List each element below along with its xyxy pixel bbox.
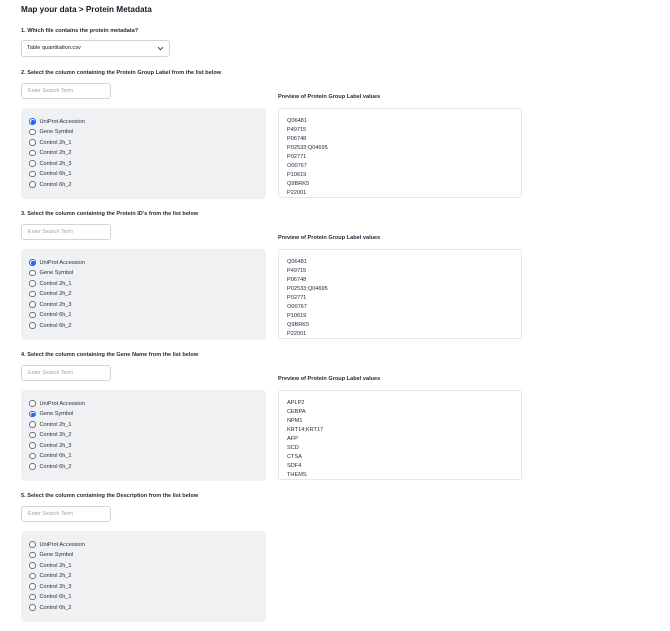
preview-value: O00767: [287, 304, 307, 310]
column-option-label: Control 6h_2: [39, 322, 72, 329]
column-option[interactable]: [29, 582, 72, 591]
radio-button[interactable]: [29, 463, 36, 470]
column-option-label: Gene Symbol: [39, 552, 74, 558]
column-option-label: Control 6h_2: [39, 181, 72, 188]
preview-value: THEMS: [287, 472, 307, 478]
radio-button[interactable]: [29, 583, 36, 590]
radio-button[interactable]: [29, 411, 36, 418]
file-select[interactable]: [21, 40, 170, 57]
preview-value: KRT14;KRT17: [287, 427, 324, 433]
column-option-label: Gene Symbol: [39, 270, 74, 276]
page-title: Map your data > Protein Metadata: [21, 5, 152, 14]
column-option[interactable]: [29, 551, 73, 560]
preview-value: Q06481: [287, 259, 307, 265]
column-option[interactable]: [29, 420, 72, 429]
radio-button[interactable]: [29, 150, 36, 157]
column-option-label: Control 6h_1: [39, 453, 72, 459]
column-option-label: Control 2h_2: [39, 573, 72, 579]
radio-button[interactable]: [29, 270, 36, 277]
column-option-label: Control 6h_1: [39, 312, 72, 318]
radio-button[interactable]: [29, 453, 36, 460]
column-option[interactable]: [29, 279, 72, 288]
radio-button[interactable]: [29, 280, 36, 287]
column-option[interactable]: [29, 180, 72, 189]
section-4-preview-title: Preview of Protein Group Label values: [278, 376, 381, 382]
column-option-label: Control 6h_2: [39, 604, 72, 611]
column-option-label: Control 2h_2: [39, 432, 72, 438]
column-option-label: UniProt Accession: [39, 400, 85, 407]
column-option[interactable]: [29, 258, 85, 267]
column-option-label: Gene Symbol: [39, 129, 74, 135]
section-3-label: 3. Select the column containing the Protein ID's from the list below: [21, 211, 199, 217]
radio-button[interactable]: [29, 604, 36, 611]
section-3-column-list: [21, 249, 266, 340]
preview-value: P06748: [287, 277, 307, 283]
preview-value: APLP2: [287, 400, 305, 406]
column-option[interactable]: [29, 300, 72, 309]
column-option[interactable]: [29, 149, 72, 158]
preview-value: P10619: [287, 313, 307, 319]
column-option-label: UniProt Accession: [39, 541, 85, 548]
section-3-preview-title: Preview of Protein Group Label values: [278, 235, 381, 241]
column-option[interactable]: [29, 269, 73, 278]
radio-button[interactable]: [29, 322, 36, 329]
column-option[interactable]: [29, 540, 85, 549]
section-4-search-input[interactable]: Enter Search Term: [21, 365, 111, 381]
column-option[interactable]: [29, 117, 85, 126]
preview-value: P02771: [287, 295, 307, 301]
column-option-label: Control 2h_1: [39, 280, 72, 287]
preview-value: P49715: [287, 127, 307, 133]
column-option-label: Control 2h_2: [39, 291, 72, 297]
section-4-label: 4. Select the column containing the Gene Name from the list below: [21, 352, 199, 358]
column-option[interactable]: [29, 159, 72, 168]
preview-value: P22001: [287, 190, 307, 196]
preview-value: Q06481: [287, 118, 307, 124]
preview-value: P02771: [287, 154, 307, 160]
radio-button[interactable]: [29, 552, 36, 559]
radio-button[interactable]: [29, 129, 36, 136]
preview-value: P10619: [287, 172, 307, 178]
preview-value: CTSA: [287, 454, 302, 460]
column-option-label: Control 6h_2: [39, 463, 72, 470]
column-option[interactable]: [29, 431, 72, 440]
column-option-label: Control 6h_1: [39, 171, 72, 177]
preview-value: P06748: [287, 136, 307, 142]
preview-value: P49715: [287, 268, 307, 274]
column-option[interactable]: [29, 128, 73, 137]
section-2-label: 2. Select the column containing the Protein Group Label from the list below: [21, 70, 222, 76]
preview-value: CEBPA: [287, 409, 306, 415]
column-option-label: Control 2h_3: [39, 301, 72, 308]
radio-button[interactable]: [29, 181, 36, 188]
preview-value: P02533;Q04695: [287, 286, 328, 292]
preview-value: O00767: [287, 163, 307, 169]
radio-button[interactable]: [29, 139, 36, 146]
radio-button[interactable]: [29, 312, 36, 319]
section-4-column-list: [21, 390, 266, 481]
column-option[interactable]: [29, 410, 73, 419]
column-option[interactable]: [29, 290, 72, 299]
section-3-preview-box[interactable]: [278, 249, 522, 339]
preview-value: AFP: [287, 436, 298, 442]
radio-button[interactable]: [29, 291, 36, 298]
column-option[interactable]: [29, 399, 85, 408]
preview-value: SDF4: [287, 463, 302, 469]
chevron-down-icon: [156, 44, 165, 53]
section-2-preview-box[interactable]: [278, 108, 522, 198]
preview-value: Q9BRK5: [287, 181, 310, 187]
radio-button[interactable]: [29, 421, 36, 428]
radio-button[interactable]: [29, 118, 36, 125]
column-option[interactable]: [29, 441, 72, 450]
column-option-label: UniProt Accession: [39, 259, 85, 266]
section-2-search-input[interactable]: Enter Search Term: [21, 83, 111, 99]
file-question-label: 1. Which file contains the protein metadata?: [21, 28, 139, 34]
column-option[interactable]: [29, 321, 72, 330]
column-option[interactable]: [29, 452, 72, 461]
radio-button[interactable]: [29, 259, 36, 266]
radio-button[interactable]: [29, 301, 36, 308]
column-option-label: Control 6h_1: [39, 594, 72, 600]
section-5-column-list: [21, 531, 266, 622]
column-option-label: Control 2h_3: [39, 442, 72, 449]
column-option-label: Gene Symbol: [39, 411, 74, 417]
column-option-label: UniProt Accession: [39, 118, 85, 125]
preview-value: SCD: [287, 445, 299, 451]
section-2-column-list: [21, 108, 266, 199]
column-option-label: Control 2h_1: [39, 139, 72, 146]
preview-value: P02533;Q04695: [287, 145, 328, 151]
radio-button[interactable]: [29, 541, 36, 548]
radio-button[interactable]: [29, 171, 36, 178]
column-option[interactable]: [29, 311, 72, 320]
file-select-value: Table quantitation.csv: [27, 45, 81, 51]
column-option[interactable]: [29, 138, 72, 147]
section-4-preview-box[interactable]: [278, 390, 522, 480]
radio-button[interactable]: [29, 573, 36, 580]
radio-button[interactable]: [29, 442, 36, 449]
radio-button[interactable]: [29, 594, 36, 601]
radio-button[interactable]: [29, 160, 36, 167]
column-option[interactable]: [29, 593, 72, 602]
column-option[interactable]: [29, 603, 72, 612]
radio-button[interactable]: [29, 400, 36, 407]
preview-value: P22001: [287, 331, 307, 337]
column-option[interactable]: [29, 561, 72, 570]
preview-value: Q9BRK5: [287, 322, 310, 328]
radio-button[interactable]: [29, 562, 36, 569]
section-5-search-input[interactable]: Enter Search Term: [21, 506, 111, 522]
column-option-label: Control 2h_3: [39, 583, 72, 590]
column-option-label: Control 2h_3: [39, 160, 72, 167]
section-5-label: 5. Select the column containing the Description from the list below: [21, 493, 199, 499]
section-3-search-input[interactable]: Enter Search Term: [21, 224, 111, 240]
column-option[interactable]: [29, 572, 72, 581]
column-option[interactable]: [29, 462, 72, 471]
column-option-label: Control 2h_1: [39, 562, 72, 569]
section-2-preview-title: Preview of Protein Group Label values: [278, 94, 381, 100]
radio-button[interactable]: [29, 432, 36, 439]
preview-value: NPM1: [287, 418, 303, 424]
column-option-label: Control 2h_1: [39, 421, 72, 428]
column-option-label: Control 2h_2: [39, 150, 72, 156]
column-option[interactable]: [29, 170, 72, 179]
